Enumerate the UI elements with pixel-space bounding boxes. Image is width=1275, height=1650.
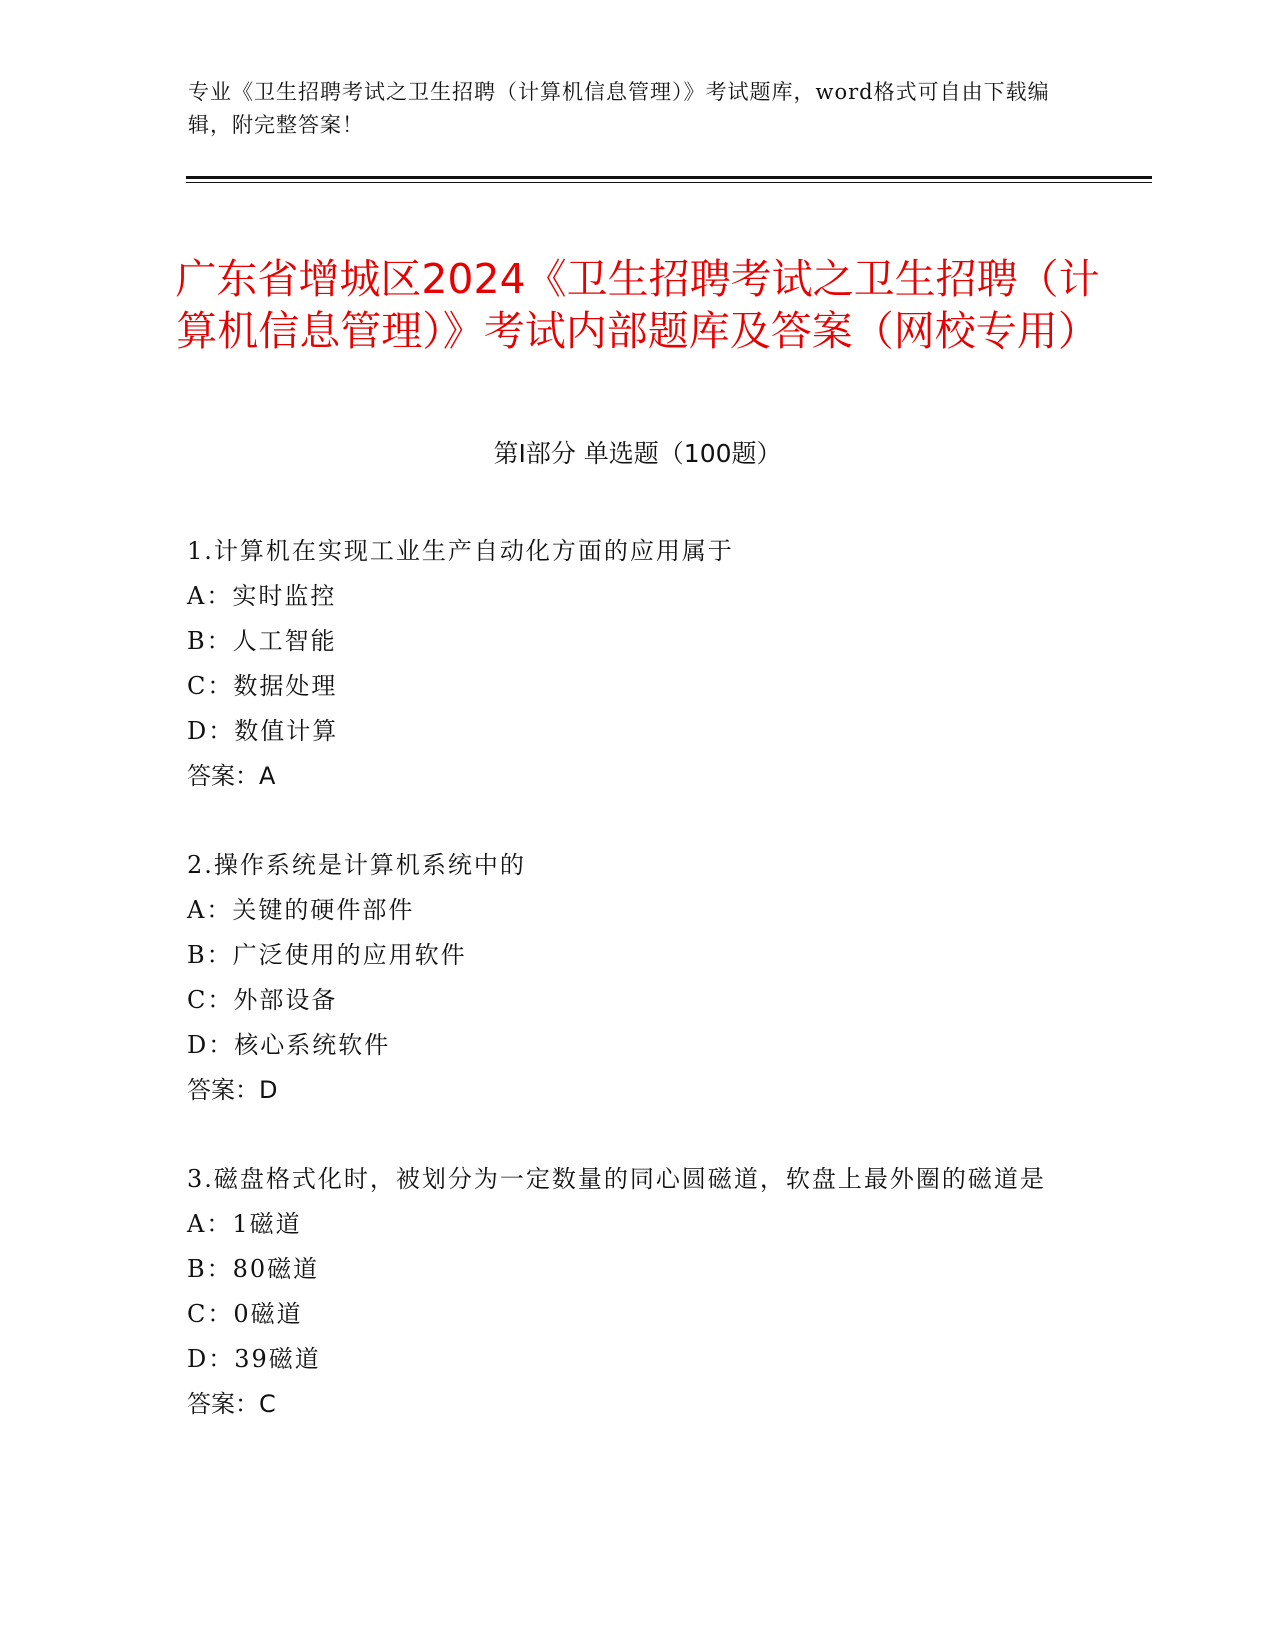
section-title: 第Ⅰ部分 单选题（100题） — [493, 439, 782, 468]
question-3 — [187, 1157, 1067, 1427]
question-list — [187, 529, 1067, 1471]
question-1 — [187, 529, 1067, 799]
option-c: C：外部设备 — [187, 986, 338, 1014]
header-rule-thick — [186, 176, 1152, 179]
option-b: B：人工智能 — [187, 627, 337, 655]
answer: 答案：A — [187, 762, 276, 790]
question-stem: 2.操作系统是计算机系统中的 — [187, 851, 526, 879]
header-rule-thin — [186, 182, 1152, 183]
option-a: A：1磁道 — [187, 1210, 302, 1238]
question-2 — [187, 843, 1067, 1113]
header-note: 专业《卫生招聘考试之卫生招聘（计算机信息管理）》考试题库，word格式可自由下载编辑，附完整答案！ — [188, 80, 1050, 137]
option-c: C：0磁道 — [187, 1300, 303, 1328]
question-stem: 1.计算机在实现工业生产自动化方面的应用属于 — [187, 537, 734, 565]
option-a: A：关键的硬件部件 — [187, 896, 415, 924]
option-b: B：广泛使用的应用软件 — [187, 941, 467, 969]
option-a: A：实时监控 — [187, 582, 337, 610]
document-title: 广东省增城区2024《卫生招聘考试之卫生招聘（计算机信息管理）》考试内部题库及答案（网校专用） — [175, 255, 1100, 356]
option-c: C：数据处理 — [187, 672, 338, 700]
answer: 答案：C — [187, 1390, 276, 1418]
option-b: B：80磁道 — [187, 1255, 320, 1283]
option-d: D：数值计算 — [187, 717, 339, 745]
option-d: D：核心系统软件 — [187, 1031, 391, 1059]
option-d: D：39磁道 — [187, 1345, 321, 1373]
question-stem: 3.磁盘格式化时，被划分为一定数量的同心圆磁道，软盘上最外圈的磁道是 — [187, 1165, 1046, 1193]
answer: 答案：D — [187, 1076, 278, 1104]
